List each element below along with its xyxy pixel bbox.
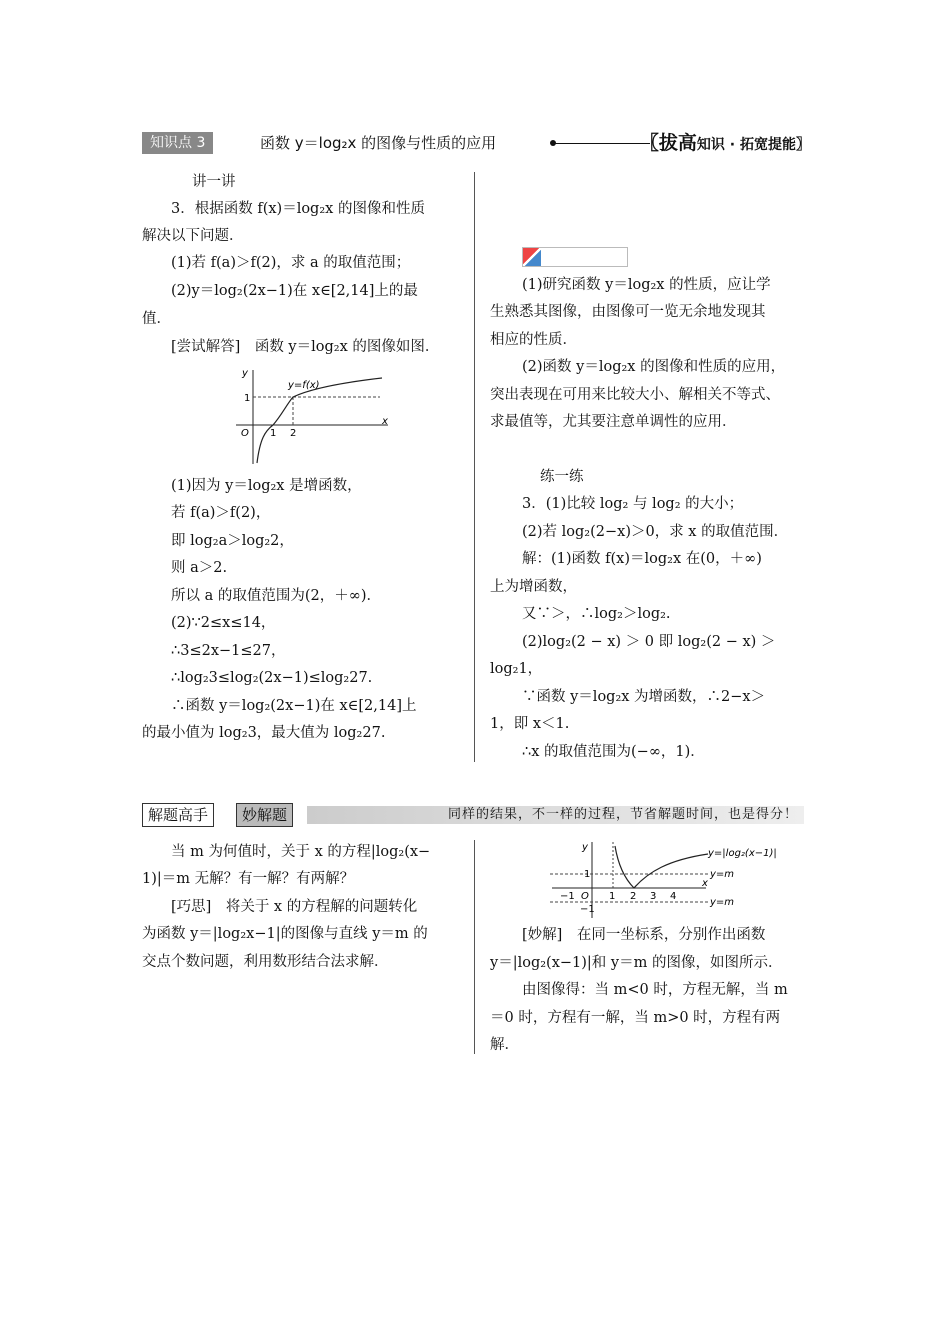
curve-label: y=f(x) — [288, 380, 320, 391]
y-axis-label: y — [582, 842, 588, 853]
tick-label-x3: 3 — [650, 891, 657, 902]
text-line: ∴函数 y＝log₂(2x−1)在 x∈[2,14]上 — [171, 698, 417, 714]
text-line: 所以 a 的取值范围为(2，＋∞)． — [171, 588, 381, 604]
text-line: 的最小值为 log₂3，最大值为 log₂27. — [142, 725, 386, 741]
tagline-rest: 知识 · 拓宽提能〗 — [696, 137, 810, 153]
text-line: 又∵＞，∴log₂＞log₂. — [522, 606, 671, 622]
text-line: 生熟悉其图像，由图像可一览无余地发现其 — [490, 304, 766, 320]
text-line: (2)∵2≤x≤14， — [171, 615, 276, 631]
section-tagline — [640, 131, 810, 157]
text-line: y＝|log₂(x−1)|和 y＝m 的图像，如图所示． — [490, 955, 783, 971]
section-header-problem-solving — [142, 803, 804, 827]
tick-label-y-neg1: −1 — [580, 904, 595, 915]
text-line: (1)研究函数 y＝log₂x 的性质，应让学 — [522, 277, 771, 293]
text-line: 1)|＝m 无解？有一解？有两解？ — [142, 871, 355, 887]
y-axis-label: y — [242, 368, 248, 379]
text-line: ＝0 时，方程有一解，当 m>0 时，方程有两 — [490, 1010, 781, 1026]
tick-label-x2: 2 — [290, 428, 297, 439]
tick-label-x2: 2 — [630, 891, 637, 902]
log-function-graph — [232, 364, 392, 466]
text-line: 为函数 y＝|log₂x−1|的图像与直线 y＝m 的 — [142, 926, 428, 942]
abs-log-curve — [615, 846, 708, 888]
text-line: 值． — [142, 311, 171, 327]
section-header-knowledge-point — [142, 131, 810, 157]
text-line: [尝试解答] 函数 y＝log₂x 的图像如图． — [171, 339, 440, 355]
text-line: 解． — [490, 1037, 519, 1053]
origin-label: O — [241, 428, 249, 439]
text-line: ∴log₂3≤log₂(2x−1)≤log₂27. — [171, 670, 373, 686]
tick-label-x4: 4 — [670, 891, 677, 902]
header-divider — [555, 143, 650, 144]
curve-label: y=|log₂(x−1)| — [708, 848, 777, 859]
tagline-emphasis: 〖拔高 — [639, 132, 697, 154]
x-axis-label: x — [382, 416, 388, 427]
knowledge-point-badge: 知识点 3 — [142, 132, 213, 154]
text-line: 3．(1)比较 log₂ 与 log₂ 的大小； — [522, 496, 744, 512]
text-line: ∴x 的取值范围为(−∞，1)． — [522, 744, 705, 760]
broken-image-icon — [523, 248, 541, 266]
text-line: log₂1， — [490, 661, 543, 677]
tick-label-x1: 1 — [609, 891, 616, 902]
text-line: 解：(1)函数 f(x)＝log₂x 在(0，＋∞) — [522, 551, 762, 567]
text-line: 相应的性质． — [490, 332, 577, 348]
line-label-lower: y=m — [710, 897, 735, 908]
text-line: ∵函数 y＝log₂x 为增函数，∴2−x＞ — [522, 689, 766, 705]
text-line: (1)因为 y＝log₂x 是增函数， — [171, 478, 362, 494]
text-line: [巧思] 将关于 x 的方程解的问题转化 — [171, 899, 418, 915]
tick-label-y1: 1 — [244, 393, 251, 404]
text-line: 上为增函数， — [490, 579, 577, 595]
text-line: [妙解] 在同一坐标系，分别作出函数 — [522, 927, 766, 943]
subheading-lecture: 讲一讲 — [192, 174, 236, 190]
text-line: 即 log₂a＞log₂2， — [171, 533, 294, 549]
subheading-practice: 练一练 — [540, 469, 584, 485]
x-axis-label: x — [702, 878, 708, 889]
text-line: 则 a＞2. — [171, 560, 228, 576]
tick-label-y1: 1 — [584, 869, 591, 880]
text-line: 当 m 为何值时，关于 x 的方程|log₂(x− — [171, 844, 431, 860]
section-slogan: 同样的结果，不一样的过程，节省解题时间，也是得分！ — [447, 807, 798, 822]
text-line: 若 f(a)＞f(2)， — [171, 505, 271, 521]
text-line: 解决以下问题． — [142, 228, 244, 244]
section-title: 函数 y＝log₂x 的图像与性质的应用 — [260, 134, 497, 152]
line-label-upper: y=m — [710, 869, 735, 880]
abs-log-function-graph — [548, 838, 818, 920]
text-line: 由图像得：当 m<0 时，方程无解，当 m — [522, 982, 788, 998]
column-divider-1 — [474, 172, 475, 762]
origin-label: O — [581, 891, 589, 902]
column-divider-2 — [474, 840, 475, 1054]
tick-label-x1: 1 — [270, 428, 277, 439]
text-line: 交点个数问题，利用数形结合法求解． — [142, 954, 389, 970]
text-line: 突出表现在可用来比较大小、解相关不等式、 — [490, 387, 780, 403]
text-line: ∴3≤2x−1≤27， — [171, 643, 286, 659]
text-line: 求最值等，尤其要注意单调性的应用． — [490, 414, 737, 430]
text-line: (2)log₂(2 − x) ＞ 0 即 log₂(2 − x) ＞ — [522, 634, 776, 650]
image-placeholder — [522, 247, 628, 267]
text-line: 3．根据函数 f(x)＝log₂x 的图像和性质 — [171, 201, 425, 217]
text-line: (1)若 f(a)＞f(2)，求 a 的取值范围； — [171, 255, 411, 271]
tag-clever-solution: 妙解题 — [236, 803, 293, 827]
text-line: 1，即 x＜1. — [490, 716, 570, 732]
text-line: (2)函数 y＝log₂x 的图像和性质的应用， — [522, 359, 786, 375]
tag-problem-master: 解题高手 — [142, 803, 214, 827]
text-line: (2)y＝log₂(2x−1)在 x∈[2,14]上的最 — [171, 283, 418, 299]
text-line: (2)若 log₂(2−x)＞0，求 x 的取值范围． — [522, 524, 789, 540]
tick-label-x-neg1: −1 — [560, 891, 575, 902]
